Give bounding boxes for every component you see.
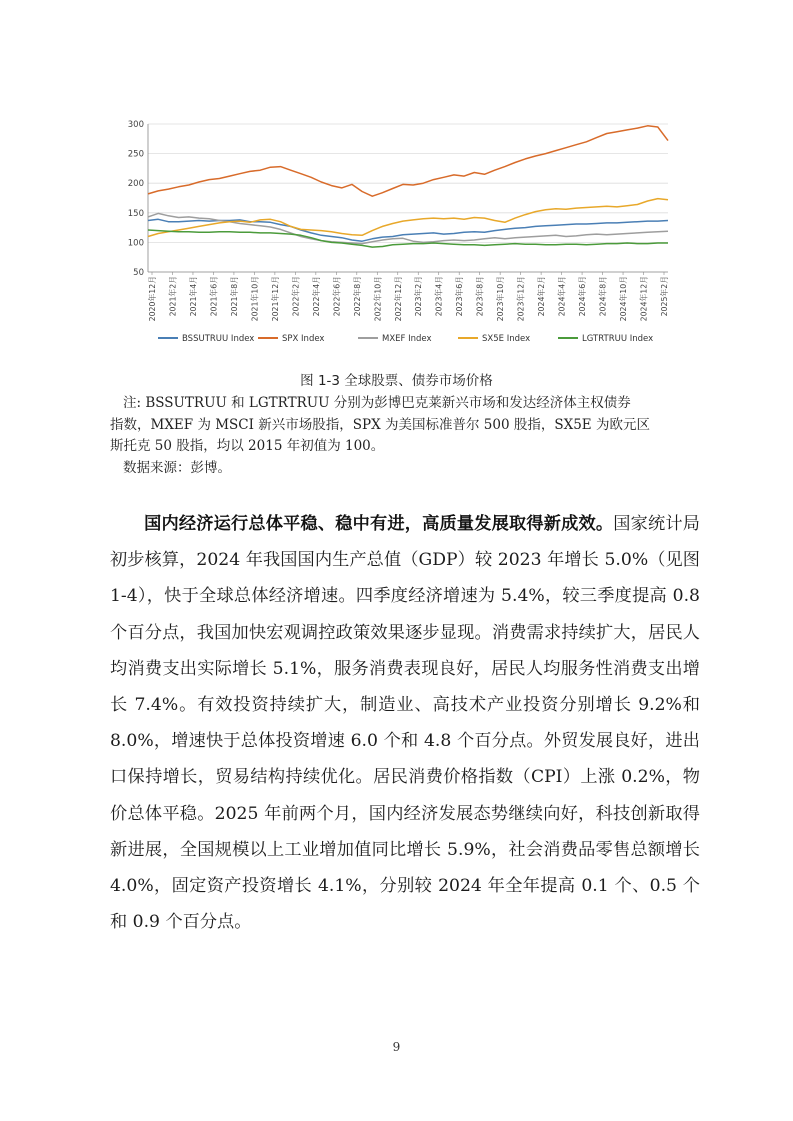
body-paragraph [110,506,700,940]
y-tick-label: 250 [127,149,144,160]
x-tick-label: 2021年8月 [229,276,239,317]
figure-note [110,393,700,479]
x-tick-label: 2021年10月 [250,276,260,322]
note-line-2: 指数，MXEF 为 MSCI 新兴市场股指，SPX 为美国标准普尔 500 股指，SX5E 为欧元区 [110,416,650,433]
data-source: 数据来源：彭博。 [123,459,231,476]
legend-label: LGTRTRUU Index [582,334,654,344]
note-line-1: 注: BSSUTRUU 和 LGTRTRUU 分别为彭博巴克莱新兴市场和发达经济体主权债券 [123,395,631,411]
x-tick-label: 2024年8月 [598,276,608,317]
x-tick-label: 2021年12月 [270,276,280,322]
figure-caption: 图 1-3 全球股票、债券市场价格 [300,373,493,389]
x-tick-label: 2021年6月 [209,276,219,317]
legend-label: MXEF Index [382,334,432,344]
x-tick-label: 2022年12月 [393,276,403,322]
series-line-spx-index [148,126,668,196]
x-tick-label: 2023年4月 [434,276,444,317]
y-tick-label: 300 [127,120,144,130]
chart-gridlines [148,124,668,272]
y-axis [128,120,148,278]
x-axis [147,272,669,321]
x-tick-label: 2023年8月 [475,276,485,317]
legend-label: SX5E Index [482,334,531,344]
x-tick-label: 2022年4月 [311,276,321,317]
x-tick-label: 2024年4月 [557,276,567,317]
y-tick-label: 50 [133,268,144,278]
x-tick-label: 2023年12月 [516,276,526,322]
x-tick-label: 2023年6月 [455,276,465,317]
x-tick-label: 2022年6月 [332,276,342,317]
x-tick-label: 2024年12月 [639,276,649,322]
x-tick-label: 2021年4月 [188,276,198,317]
x-tick-label: 2022年10月 [373,276,383,322]
chart-series [148,126,668,247]
paragraph-lead: 国内经济运行总体平稳、稳中有进，高质量发展取得新成效。 [144,514,614,534]
x-tick-label: 2023年2月 [414,276,424,317]
y-tick-label: 150 [127,208,144,219]
x-tick-label: 2021年2月 [168,276,178,317]
series-line-sx5e-index [148,199,668,237]
series-line-mxef-index [148,213,668,243]
page-number: 9 [392,1040,401,1054]
y-tick-label: 100 [127,238,144,249]
x-tick-label: 2023年10月 [496,276,506,322]
x-tick-label: 2022年8月 [352,276,362,317]
x-tick-label: 2022年2月 [291,276,301,317]
legend-label: BSSUTRUU Index [182,334,255,344]
legend-label: SPX Index [282,334,325,344]
x-tick-label: 2025年2月 [660,276,669,317]
paragraph-text: 国家统计局初步核算，2024 年我国国内生产总值（GDP）较 2023 年增长 5.0%（见图 1-4），快于全球总体经济增速。四季度经济增速为 5.4%，较三季度提高 0.8 个百分点，我国加快宏观调控政策效果逐步显现。消费需求持续扩大，居民人均消费支出实际增长 5.1%，服务消费表现良好，居民人均服务性消费支出增长 7.4%。有效投资持续扩大，制造业、高技术产业投资分别增长 9.2%和 8.0%，增速快于总体投资增速 6.0 个和 4.8 个百分点。外贸发展良好，进出口保持增长，贸易结构持续优化。居民消费价格指数（CPI）上涨 0.2%，物价总体平稳。2025 年前两个月，国内经济发展态势继续向好，科技创新取得新进展，全国规模以上工业增加值同比增长 5.9%，社会消费品零售总额增长 4.0%，固定资产投资增长 4.1%，分别较 2024 年全年提高 0.1 个、0.5 个和 0.9 个百分点。 [110,514,700,933]
series-line-lgtrtruu-index [148,230,668,247]
y-tick-label: 200 [127,179,144,190]
x-tick-label: 2024年10月 [619,276,629,322]
chart-legend [158,334,653,344]
global-markets-line-chart [127,112,680,352]
x-tick-label: 2024年2月 [537,276,547,317]
x-tick-label: 2024年6月 [578,276,588,317]
x-tick-label: 2020年12月 [148,276,157,322]
note-line-3: 斯托克 50 股指，均以 2015 年初值为 100。 [110,438,385,454]
